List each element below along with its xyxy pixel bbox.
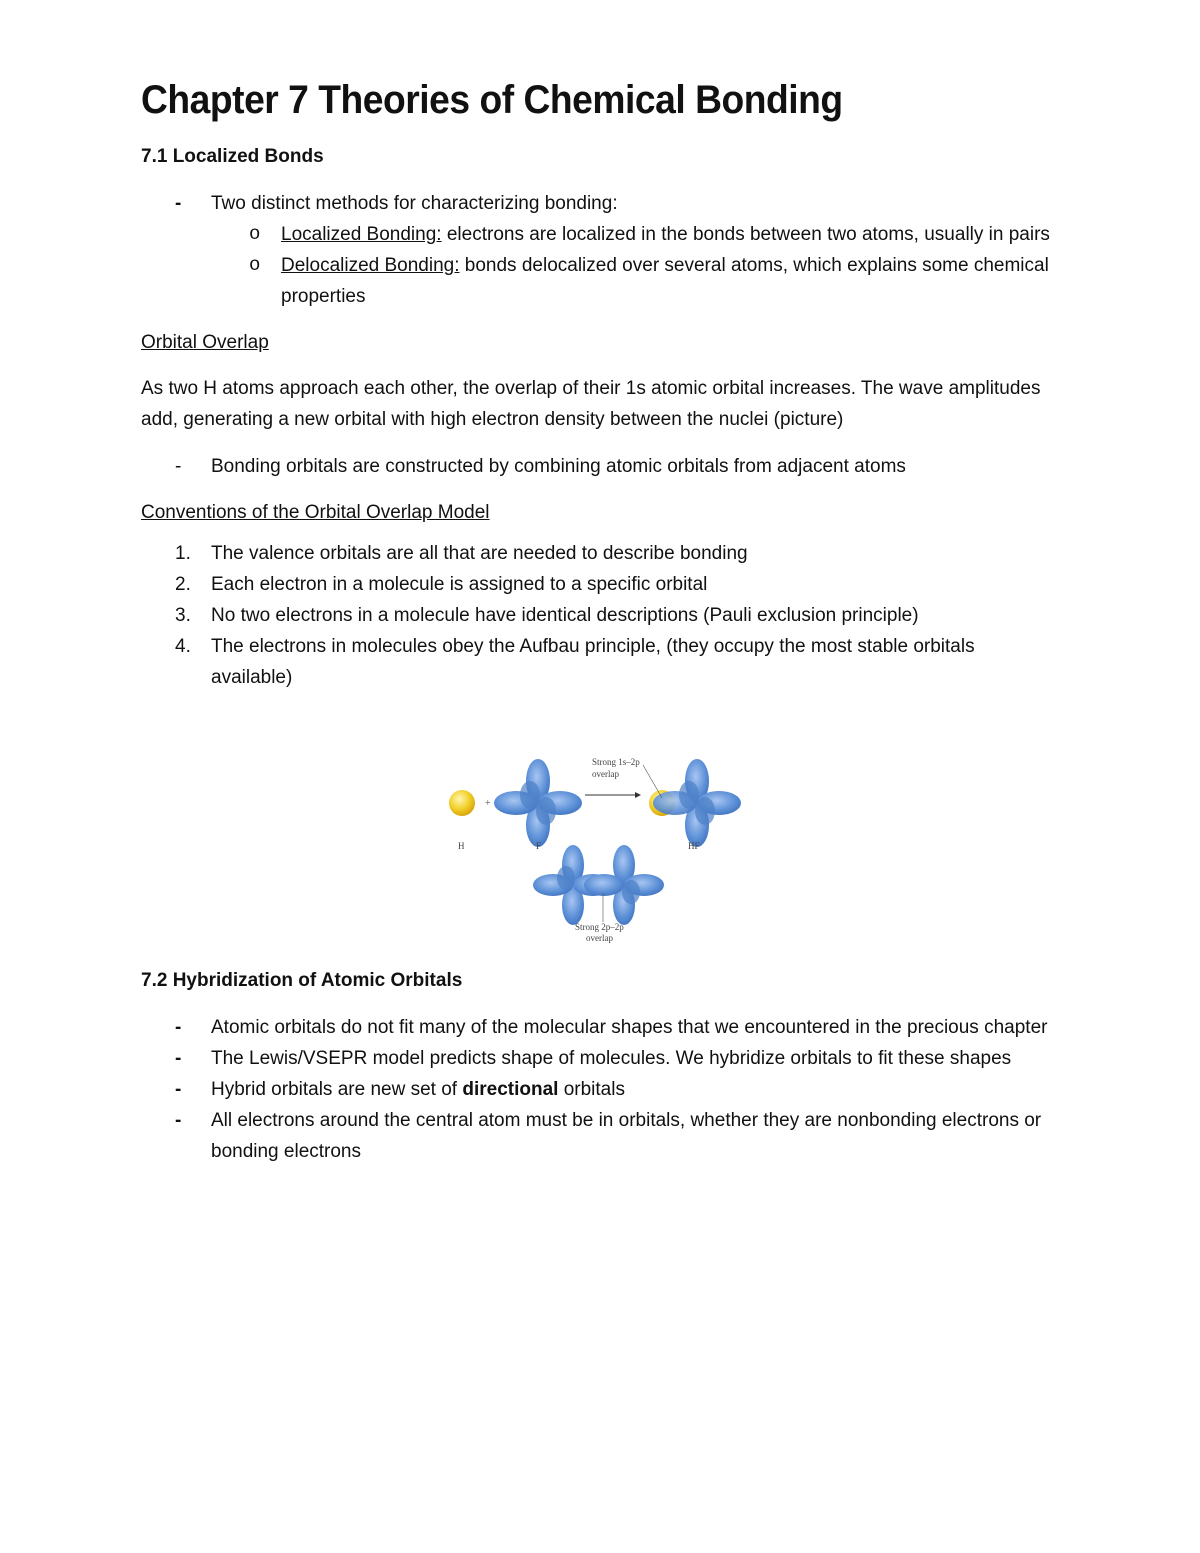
list-item: - Bonding orbitals are constructed by combining atomic orbitals from adjacent atoms: [175, 456, 906, 477]
list-item: 4. The electrons in molecules obey the Aufbau principle, (they occupy the most stable orbitals available): [175, 636, 975, 688]
list-item: - Hybrid orbitals are new set of directional orbitals: [175, 1079, 625, 1100]
list-item: 2. Each electron in a molecule is assigned to a specific orbital: [175, 574, 708, 595]
bonding-types-sublist: [141, 219, 1061, 312]
list-item: o Localized Bonding: electrons are localized in the bonds between two atoms, usually in pairs: [249, 223, 1050, 245]
section-heading-7-1: 7.1 Localized Bonds: [141, 146, 324, 167]
term-localized: Localized Bonding:: [281, 224, 442, 245]
strong-1s-2p-label-2: overlap: [592, 769, 619, 779]
section-heading-7-2: 7.2 Hybridization of Atomic Orbitals: [141, 970, 463, 991]
list-item: - All electrons around the central atom must be in orbitals, whether they are nonbonding electrons or bonding electrons: [175, 1110, 1042, 1162]
conventions-list: [141, 538, 1061, 693]
strong-1s-2p-label: Strong 1s–2p: [592, 757, 640, 767]
orbital-overlap-figure: [440, 748, 750, 948]
h-1s-orbital: [449, 790, 475, 816]
list-item: - Two distinct methods for characterizing bonding:: [175, 193, 618, 214]
hf-f-orbitals: [653, 759, 741, 847]
bonding-methods-list: [141, 188, 1061, 219]
label-h: H: [458, 841, 465, 851]
list-item: o Delocalized Bonding: bonds delocalized over several atoms, which explains some chemical properties: [249, 254, 1049, 307]
orbital-overlap-heading: Orbital Overlap: [141, 332, 269, 353]
term-delocalized: Delocalized Bonding:: [281, 255, 460, 276]
list-item: 3. No two electrons in a molecule have identical descriptions (Pauli exclusion principle): [175, 605, 919, 626]
list-item: - The Lewis/VSEPR model predicts shape of molecules. We hybridize orbitals to fit these shapes: [175, 1048, 1012, 1069]
f-p-orbitals: [494, 759, 582, 847]
list-item: - Atomic orbitals do not fit many of the molecular shapes that we encountered in the precious chapter: [175, 1017, 1048, 1038]
label-hf: HF: [688, 841, 700, 851]
plus-sign: +: [485, 798, 491, 809]
section-7-2: [141, 966, 1061, 1167]
document-page: [141, 72, 1061, 693]
strong-2p-2p-label-2: overlap: [586, 933, 613, 943]
hybridization-list: [141, 1012, 1061, 1167]
label-f: F: [536, 841, 542, 851]
page-title: Chapter 7 Theories of Chemical Bonding: [141, 78, 843, 122]
f2-right-orbitals: [584, 845, 664, 925]
list-item: 1. The valence orbitals are all that are needed to describe bonding: [175, 543, 748, 564]
strong-2p-2p-label: Strong 2p–2p: [575, 922, 624, 932]
orbital-overlap-paragraph: As two H atoms approach each other, the overlap of their 1s atomic orbital increases. The wave amplitudes add, generating a new orbital with high electron density between the nuclei (picture): [141, 378, 1041, 430]
overlap-bullets: [141, 451, 1061, 482]
emphasis-directional: directional: [462, 1079, 559, 1100]
orbital-overlap-diagram: [440, 748, 750, 948]
conventions-heading: Conventions of the Orbital Overlap Model: [141, 502, 490, 523]
